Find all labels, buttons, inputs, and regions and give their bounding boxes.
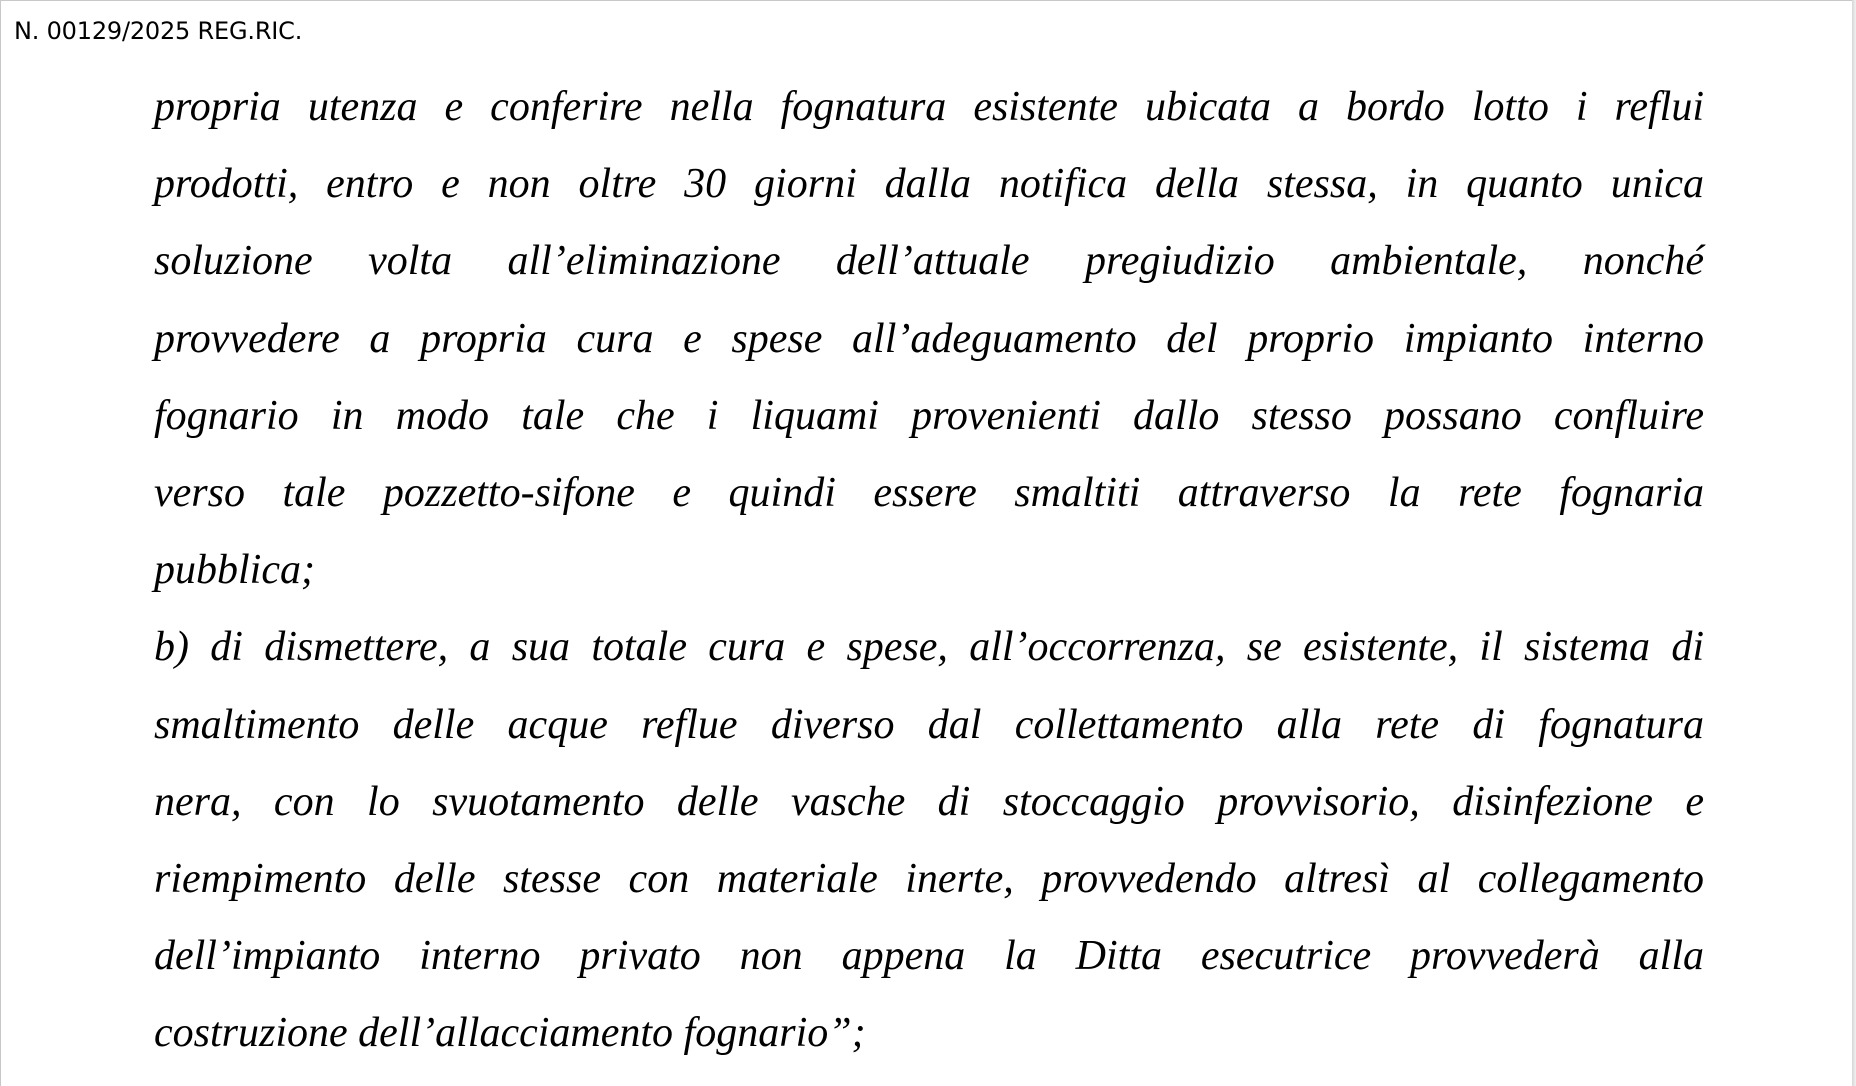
text-line: verso tale pozzetto-sifone e quindi essere smaltiti attraverso la rete fognaria [154, 469, 1704, 516]
text-line: propria utenza e conferire nella fognatura esistente ubicata a bordo lotto i reflui [154, 84, 1704, 130]
text-line: provvedere a propria cura e spese all’adeguamento del proprio impianto interno [154, 315, 1704, 362]
document-body [154, 73, 1704, 1076]
case-reference-header: N. 00129/2025 REG.RIC. [14, 17, 303, 45]
text-line: dell’impianto interno privato non appena la Ditta esecutrice provvederà alla [154, 933, 1704, 980]
text-line: nera, con lo svuotamento delle vasche di stoccaggio provvisorio, disinfezione e [154, 778, 1704, 825]
scrollbar-edge[interactable] [1852, 0, 1856, 1086]
text-line: smaltimento delle acque reflue diverso dal collettamento alla rete di fognatura [154, 701, 1704, 748]
text-line: costruzione dell’allacciamento fognario”; [154, 1010, 866, 1057]
text-line: pubblica; [154, 547, 315, 594]
text-line: b) di dismettere, a sua totale cura e spese, all’occorrenza, se esistente, il sistema di [154, 624, 1704, 671]
text-line: prodotti, entro e non oltre 30 giorni dalla notifica della stessa, in quanto unica [154, 161, 1704, 208]
text-line: soluzione volta all’eliminazione dell’attuale pregiudizio ambientale, nonché [154, 238, 1704, 285]
text-line: fognario in modo tale che i liquami provenienti dallo stesso possano confluire [154, 392, 1704, 439]
text-line: riempimento delle stesse con materiale inerte, provvedendo altresì al collegamento [154, 855, 1704, 902]
